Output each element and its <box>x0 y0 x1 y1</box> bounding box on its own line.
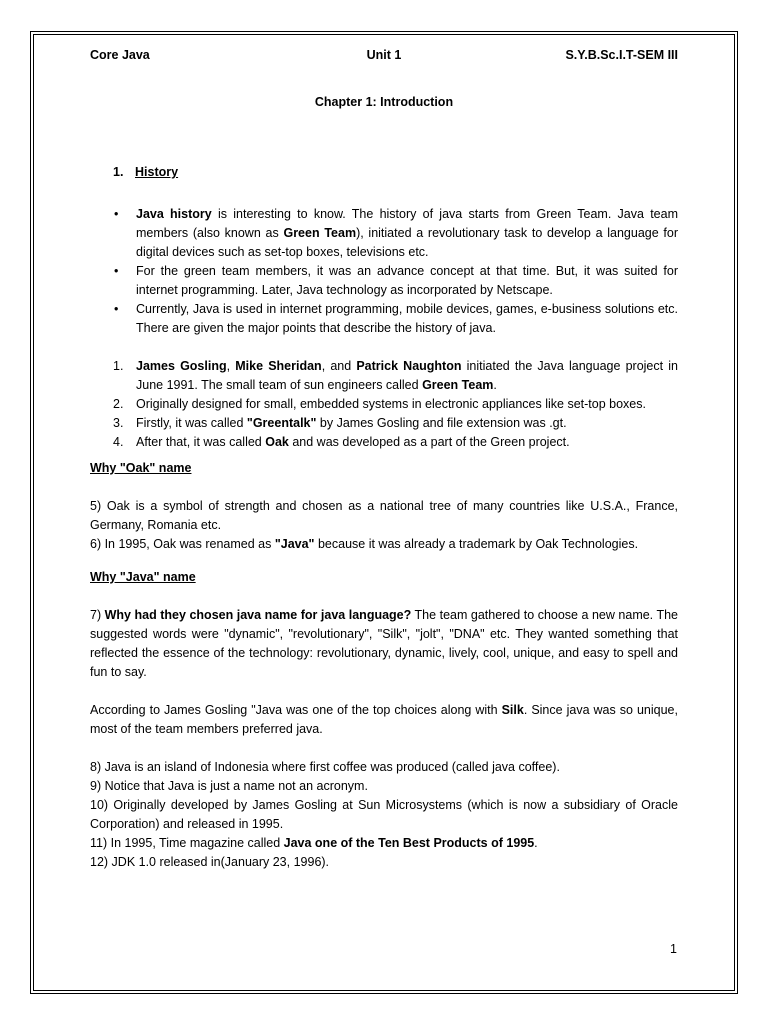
numbered-item <box>90 433 678 452</box>
gosling-quote: According to James Gosling "Java was one of the top choices along with Silk. Since java was so unique, most of the team members preferred java. <box>90 703 678 736</box>
java-para-7: 7) Why had they chosen java name for java language? The team gathered to choose a new name. The suggested words were "dynamic", "revolutionary", "Silk", "jolt", "DNA" etc. They wanted something that reflected the essence of the technology: revolutionary, dynamic, lively, cool, unique, and easy to spell and fun to say. <box>90 608 678 679</box>
fact-11: 11) In 1995, Time magazine called Java one of the Ten Best Products of 1995. <box>90 836 538 850</box>
header-course: Core Java <box>90 48 150 62</box>
bullet-icon: • <box>114 207 119 221</box>
item-text: Originally designed for small, embedded systems in electronic appliances like set-top boxes. <box>136 397 646 411</box>
numbered-item <box>90 414 678 433</box>
section-title: History <box>135 165 179 179</box>
header-unit: Unit 1 <box>366 48 402 62</box>
item-number: 4. <box>113 435 124 449</box>
header-class: S.Y.B.Sc.I.T-SEM III <box>565 48 678 62</box>
bullet-text: Currently, Java is used in internet programming, mobile devices, games, e-business solutions etc. There are given the major points that describe the history of java. <box>136 302 678 335</box>
item-text: Firstly, it was called "Greentalk" by James Gosling and file extension was .gt. <box>136 416 567 430</box>
java-heading: Why "Java" name <box>90 570 196 584</box>
oak-para-6: 6) In 1995, Oak was renamed as "Java" because it was already a trademark by Oak Technologies. <box>90 537 639 551</box>
fact-8: 8) Java is an island of Indonesia where first coffee was produced (called java coffee). <box>90 760 560 774</box>
oak-para-5: 5) Oak is a symbol of strength and chosen as a national tree of many countries like U.S.A., France, Germany, Romania etc. <box>90 499 678 532</box>
item-number: 2. <box>113 397 124 411</box>
fact-12: 12) JDK 1.0 released in(January 23, 1996). <box>90 855 330 869</box>
section-number: 1. <box>113 165 124 179</box>
bullet-text: For the green team members, it was an advance concept at that time. But, it was suited for internet programming. Later, Java technology as incorporated by Netscape. <box>136 264 678 297</box>
bullet-icon: • <box>114 302 119 316</box>
numbered-item <box>90 395 678 414</box>
item-number: 1. <box>113 359 124 373</box>
fact-10: 10) Originally developed by James Gosling at Sun Microsystems (which is now a subsidiary of Oracle Corporation) and released in 1995. <box>90 798 678 831</box>
item-text: James Gosling, Mike Sheridan, and Patrick Naughton initiated the Java language project in June 1991. The small team of sun engineers called Green Team. <box>136 359 678 392</box>
fact-9: 9) Notice that Java is just a name not an acronym. <box>90 779 368 793</box>
document-body <box>90 46 678 872</box>
section-heading <box>90 163 678 182</box>
item-text: After that, it was called Oak and was developed as a part of the Green project. <box>136 435 570 449</box>
numbered-item <box>90 357 678 395</box>
oak-heading: Why "Oak" name <box>90 461 192 475</box>
history-bullets <box>90 205 678 338</box>
bullet-item <box>90 300 678 338</box>
item-number: 3. <box>113 416 124 430</box>
bullet-text: Java history is interesting to know. The history of java starts from Green Team. Java team members (also known as Green Team), initiated a revolutionary task to develop a language for digital devices such as set-top boxes, televisions etc. <box>136 207 679 259</box>
bullet-item <box>90 262 678 300</box>
page-number: 1 <box>670 942 677 956</box>
bullet-icon: • <box>114 264 119 278</box>
page-header <box>90 46 678 66</box>
bullet-item <box>90 205 678 262</box>
history-numbered-list <box>90 357 678 452</box>
chapter-title: Chapter 1: Introduction <box>314 95 454 109</box>
